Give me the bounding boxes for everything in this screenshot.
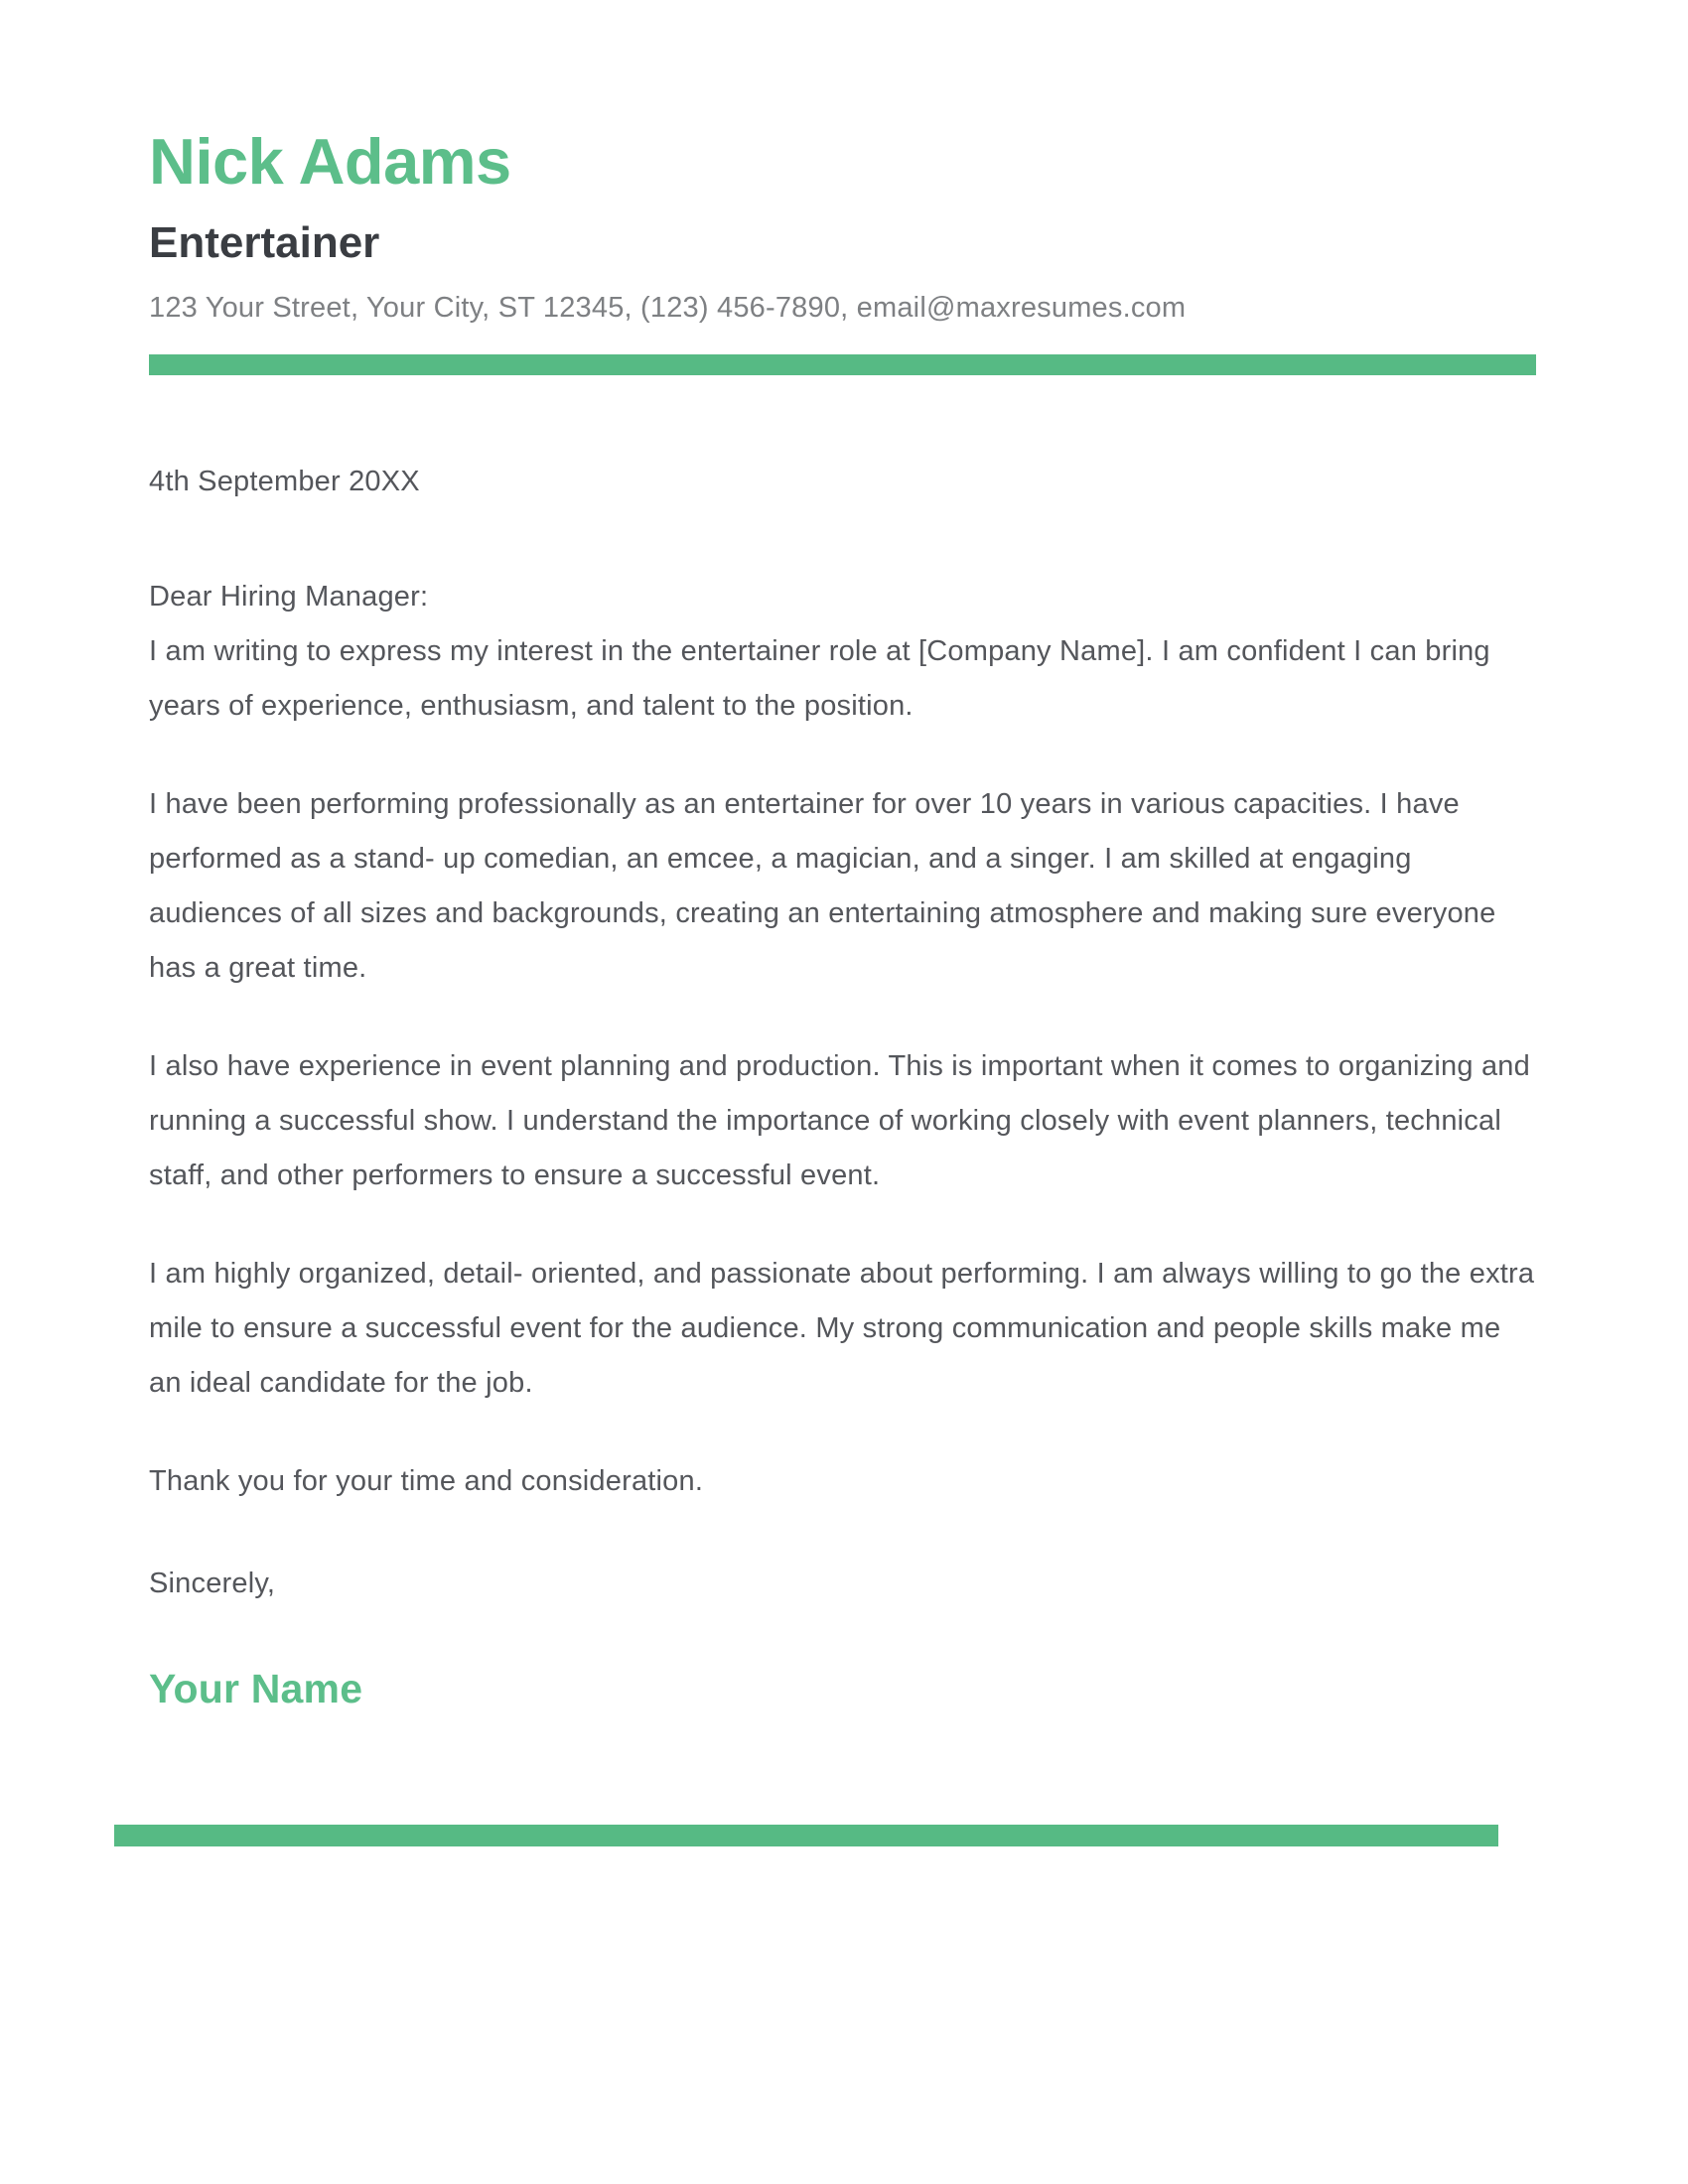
signature-name: Your Name (149, 1666, 363, 1712)
letter-date: 4th September 20XX (149, 466, 420, 498)
letter-header (0, 0, 1688, 375)
accent-rule-bottom (114, 1825, 1498, 1846)
letter-paragraph-3: I also have experience in event planning and production. This is important when it comes to organizing and running a successful show. I understand the importance of working closely with event planners, technical staff, and other performers to ensure a successful event. (149, 1050, 1530, 1192)
letter-paragraph-2: I have been performing professionally as an entertainer for over 10 years in various capacities. I have performed as a stand- up comedian, an emcee, a magician, and a singer. I am skilled at engaging audiences of all sizes and backgrounds, creating an entertaining atmosphere and making sure everyone has a great time. (149, 788, 1496, 985)
candidate-job-title: Entertainer (149, 218, 380, 267)
letter-paragraph-1: I am writing to express my interest in the entertainer role at [Company Name]. I am confident I can bring years of experience, enthusiasm, and talent to the position. (149, 635, 1490, 723)
letter-paragraph-thanks: Thank you for your time and consideration. (149, 1465, 704, 1498)
letter-paragraph-4: I am highly organized, detail- oriented, and passionate about performing. I am always willing to go the extra mile to ensure a successful event for the audience. My strong communication and people skills make me an ideal candidate for the job. (149, 1258, 1535, 1400)
salutation: Dear Hiring Manager: (149, 581, 429, 614)
contact-info-line: 123 Your Street, Your City, ST 12345, (123) 456-7890, email@maxresumes.com (149, 292, 1187, 325)
candidate-name: Nick Adams (149, 125, 511, 198)
letter-body (0, 455, 1688, 1712)
accent-rule-top (149, 354, 1536, 375)
closing-line: Sincerely, (149, 1568, 276, 1600)
